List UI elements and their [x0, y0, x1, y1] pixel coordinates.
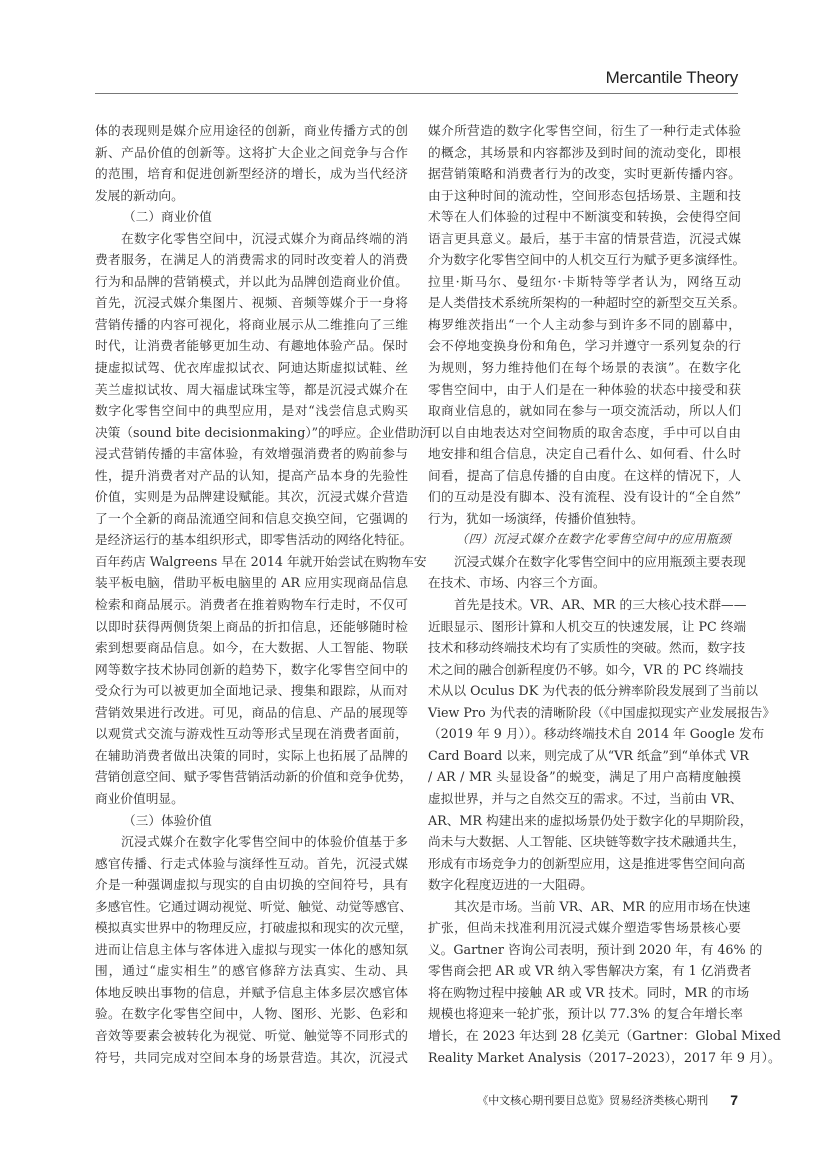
text-line: 由于这种时间的流动性，空间形态包括场景、主题和技: [428, 187, 741, 203]
text-line: 新、产品价值的创新等。这将扩大企业之间竞争与合作: [95, 144, 408, 160]
text-line: 义。Gartner 咨询公司表明，预计到 2020 年，有 46% 的: [428, 941, 763, 957]
paragraph: [428, 120, 746, 529]
text-line: 检索和商品展示。消费者在推着购物车行走时，不仅可: [95, 597, 408, 613]
page-number: 7: [730, 1092, 738, 1108]
page-footer: [477, 1092, 738, 1108]
text-line: 规模也将迎来一轮扩张，预计以 77.3% 的复合年增长率: [428, 1006, 743, 1022]
text-line: 数字化程度迈进的一大阻碍。: [428, 877, 593, 893]
text-line: 为规则，努力维持他们在每个场景的表演”。在数字化: [428, 360, 741, 376]
text-line: 首先，沉浸式媒介集图片、视频、音频等媒介于一身将: [95, 295, 408, 311]
text-line: 的概念，其场景和内容都涉及到时间的流动变化，即根: [428, 144, 741, 160]
text-line: 营销传播的内容可视化，将商业展示从二维推向了三维: [95, 316, 408, 332]
text-line: （三）体验价值: [123, 812, 212, 828]
text-line: 捷虚拟试驾、优衣库虚拟试衣、阿迪达斯虚拟试鞋、丝: [95, 360, 408, 376]
text-line: 零售空间中，由于人们是在一种体验的状态中接受和获: [428, 381, 741, 397]
section-heading: [95, 206, 408, 228]
text-line: 取商业信息的，就如同在参与一项交流活动，所以人们: [428, 403, 741, 419]
left-column: [95, 120, 433, 1068]
text-line: 在辅助消费者做出决策的同时，实际上也拓展了品牌的: [95, 747, 408, 763]
text-line: 围，通过“虚实相生”的感官修辞方法真实、生动、具: [95, 963, 408, 979]
text-line: 梅罗维茨指出“一个人主动参与到许多不同的剧幕中，: [428, 316, 741, 332]
text-line: 浸式营销传播的丰富体验，有效增强消费者的购前参与: [95, 446, 408, 462]
text-line: 受众行为可以被更加全面地记录、搜集和跟踪，从而对: [95, 683, 408, 699]
text-line: 芙兰虚拟试妆、周大福虚试珠宝等，都是沉浸式媒介在: [95, 381, 408, 397]
text-line: 零售商会把 AR 或 VR 纳入零售解决方案，有 1 亿消费者: [428, 963, 752, 979]
text-line: 是经济运行的基本组织形式，即零售活动的网络化特征。: [95, 532, 413, 548]
paragraph: [428, 551, 746, 594]
text-line: 感官传播、行走式体验与演绎性互动。首先，沉浸式媒: [95, 855, 408, 871]
text-line: 沉浸式媒介在数字化零售空间中的应用瓶颈主要表现: [454, 553, 746, 569]
text-line: 在数字化零售空间中，沉浸式媒介为商品终端的消: [121, 230, 408, 246]
text-line: 发展的新动向。: [95, 187, 184, 203]
text-line: 模拟真实世界中的物理反应，打破虚拟和现实的次元壁，: [95, 920, 413, 936]
text-line: 多感官性。它通过调动视觉、听觉、触觉、动觉等感官、: [95, 898, 413, 914]
text-line: 扩张，但尚未找准利用沉浸式媒介塑造零售场景核心要: [428, 920, 741, 936]
paragraph: [95, 120, 408, 206]
text-line: 商业价值明显。: [95, 790, 184, 806]
text-line: 的范围，培育和促进创新型经济的增长，成为当代经济: [95, 166, 408, 182]
text-line: 以即时获得两侧货架上商品的折扣信息，还能够随时检: [95, 618, 408, 634]
text-line: 将在购物过程中接触 AR 或 VR 技术。同时，MR 的市场: [428, 984, 750, 1000]
text-line: / AR / MR 头显设备”的蜕变，满足了用户高精度触摸: [428, 769, 741, 785]
text-line: 虚拟世界，并与之自然交互的需求。不过，当前由 VR、: [428, 790, 743, 806]
text-line: 行为，犹如一场演绎，传播价值独特。: [428, 510, 644, 526]
text-line: 技术和移动终端技术均有了实质性的突破。然而，数字技: [428, 640, 746, 656]
section-heading: [95, 810, 408, 832]
text-line: 装平板电脑，借助平板电脑里的 AR 应用实现商品信息: [95, 575, 408, 591]
text-line: （四）沉浸式媒介在数字化零售空间中的应用瓶颈: [456, 532, 732, 547]
text-line: 近眼显示、图形计算和人机交互的快速发展，让 PC 终端: [428, 618, 747, 634]
text-line: 术之间的融合创新程度仍不够。如今，VR 的 PC 终端技: [428, 661, 744, 677]
text-line: 增长，在 2023 年达到 28 亿美元（Gartner：Global Mixed: [428, 1027, 781, 1043]
text-line: 首先是技术。VR、AR、MR 的三大核心技术群——: [454, 597, 747, 613]
text-line: 介是一种强调虚拟与现实的自由切换的空间符号，具有: [95, 877, 408, 893]
paragraph: [428, 594, 776, 896]
text-line: 验。在数字化零售空间中，人物、图形、光影、色彩和: [95, 1006, 408, 1022]
text-line: 在技术、市场、内容三个方面。: [428, 575, 606, 591]
text-line: 间看，提高了信息传播的自由度。在这样的情况下，人: [428, 467, 741, 483]
text-line: 价值，实则是为品牌建设赋能。其次，沉浸式媒介营造: [95, 489, 408, 505]
text-line: 符号，共同完成对空间本身的场景营造。其次，沉浸式: [95, 1049, 408, 1065]
text-line: 体地反映出事物的信息，并赋予信息主体多层次感官体: [95, 984, 408, 1000]
text-line: 是人类借技术系统所架构的一种超时空的新型交互关系。: [428, 295, 746, 311]
text-line: 百年药店 Walgreens 早在 2014 年就开始尝试在购物车安: [95, 553, 427, 569]
text-line: 以观赏式交流与游戏性互动等形式呈现在消费者面前，: [95, 726, 408, 742]
paragraph: [95, 831, 413, 1068]
text-line: 营销效果进行改进。可见，商品的信息、产品的展现等: [95, 704, 408, 720]
right-column: [428, 120, 781, 1068]
text-line: 可以自由地表达对空间物质的取舍态度，手中可以自由: [428, 424, 741, 440]
text-line: 时代，让消费者能够更加生动、有趣地体验产品。保时: [95, 338, 408, 354]
text-line: 媒介所营造的数字化零售空间，衍生了一种行走式体验: [428, 123, 741, 138]
text-line: 地安排和组合信息，决定自己看什么、如何看、什么时: [428, 446, 741, 462]
paragraph: [95, 228, 433, 810]
text-line: 进而让信息主体与客体进入虚拟与现实一体化的感知氛: [95, 941, 408, 957]
text-line: 介为数字化零售空间中的人机交互行为赋予更多演绎性。: [428, 252, 746, 268]
text-line: View Pro 为代表的清晰阶段（《中国虚拟现实产业发展报告》: [428, 704, 776, 720]
paragraph: [428, 896, 781, 1068]
header-rule: [95, 93, 738, 94]
text-line: Reality Market Analysis（2017–2023），2017 年 9 月）。: [428, 1049, 781, 1065]
text-line: AR、MR 构建出来的虚拟场景仍处于数字化的早期阶段，: [428, 812, 753, 828]
journal-section-title: Mercantile Theory: [605, 68, 738, 87]
text-line: 性，提升消费者对产品的认知，提高产品本身的先验性: [95, 467, 408, 483]
text-line: 行为和品牌的营销模式，并以此为品牌创造商业价值。: [95, 273, 408, 289]
text-line: 体的表现则是媒介应用途径的创新，商业传播方式的创: [95, 123, 408, 138]
text-line: 沉浸式媒介在数字化零售空间中的体验价值基于多: [121, 834, 408, 850]
footer-journal-label: 《中文核心期刊要目总览》贸易经济类核心期刊: [477, 1095, 709, 1107]
text-line: 营销创意空间、赋予零售营销活动新的价值和竞争优势，: [95, 769, 413, 785]
text-line: 索到想要商品信息。如今，在大数据、人工智能、物联: [95, 640, 408, 656]
text-line: （二）商业价值: [123, 209, 212, 225]
text-line: 术从以 Oculus DK 为代表的低分辨率阶段发展到了当前以: [428, 683, 758, 699]
text-line: 数字化零售空间中的典型应用，是对“浅尝信息式购买: [95, 403, 408, 419]
text-line: 语言更具意义。最后，基于丰富的情景营造，沉浸式媒: [428, 230, 741, 246]
text-line: 拉里·斯马尔、曼纽尔·卡斯特等学者认为，网络互动: [428, 273, 741, 289]
text-line: 决策（sound bite decisionmaking）”的呼应。企业借助沉: [95, 424, 433, 440]
text-line: 术等在人们体验的过程中不断演变和转换，会使得空间: [428, 209, 741, 225]
text-line: 网等数字技术协同创新的趋势下，数字化零售空间中的: [95, 661, 408, 677]
text-line: 费者服务，在满足人的消费需求的同时改变着人的消费: [95, 252, 408, 268]
text-line: （2019 年 9 月））。移动终端技术自 2014 年 Google 发布: [428, 726, 765, 742]
text-line: 其次是市场。当前 VR、AR、MR 的应用市场在快速: [454, 898, 751, 914]
text-line: 会不停地变换身份和角色，学习并遵守一系列复杂的行: [428, 338, 741, 354]
text-line: 音效等要素会被转化为视觉、听觉、触觉等不同形式的: [95, 1027, 408, 1043]
text-line: 据营销策略和消费者行为的改变，实时更新传播内容。: [428, 166, 741, 182]
text-line: 形成有市场竞争力的创新型应用，这是推进零售空间向高: [428, 855, 746, 871]
text-line: 了一个全新的商品流通空间和信息交换空间，它强调的: [95, 510, 408, 526]
text-line: Card Board 以来，则完成了从“VR 纸盒”到“单体式 VR: [428, 747, 749, 763]
text-line: 们的互动是没有脚本、没有流程、没有设计的“全自然”: [428, 489, 741, 505]
section-heading: [428, 529, 741, 551]
text-line: 尚未与大数据、人工智能、区块链等数字技术融通共生，: [428, 834, 746, 850]
